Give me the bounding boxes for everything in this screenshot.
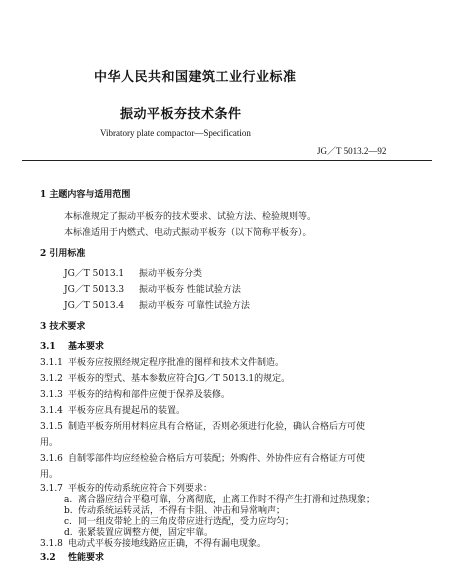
clause-3-1-1 — [40, 355, 284, 368]
reference-item — [64, 266, 202, 279]
clause-number: 3.1.8 — [40, 539, 63, 549]
clause-3-1-6-continued: 用。 — [40, 470, 59, 480]
standard-category: 中华人民共和国建筑工业行业标准 — [94, 70, 297, 85]
clause-number: 3.1.7 — [40, 484, 63, 494]
clause-text: 平板夯的传动系统应符合下列要求： — [68, 484, 213, 494]
list-text: 离合器应结合平稳可靠，分离彻底，止离工作时不得产生打滑和过热现象； — [78, 495, 376, 505]
standard-code: JG／T 5013.2—92 — [317, 146, 387, 156]
reference-item — [64, 298, 250, 311]
clause-3-1-5 — [40, 419, 365, 432]
reference-code: JG／T 5013.1 — [64, 269, 125, 279]
clause-text: 平板夯的型式、基本参数应符合JG／T 5013.1的规定。 — [68, 374, 291, 384]
clause-number: 3.1.2 — [40, 374, 63, 384]
clause-text: 自制零部件均应经检验合格后方可装配；外购件、外协件应有合格证方可使 — [68, 454, 366, 464]
clause-3-1-8 — [40, 536, 266, 549]
clause-number: 3.1.1 — [40, 358, 63, 368]
subsection-title: 基本要求 — [68, 342, 105, 352]
header-divider — [22, 160, 432, 161]
clause-number: 3.1.4 — [40, 406, 63, 416]
subsection-3-1-heading — [40, 339, 104, 352]
list-label: c. — [64, 517, 72, 527]
reference-title: 振动平板夯 性能试验方法 — [139, 285, 241, 295]
clause-3-1-4 — [40, 403, 185, 416]
english-title: Vibratory plate compactor—Specification — [100, 128, 251, 138]
subsection-title: 性能要求 — [68, 553, 105, 563]
list-label: b. — [64, 506, 73, 516]
clause-text: 制造平板夯所用材料应具有合格证，否则必须进行化验，确认合格后方可使 — [68, 422, 366, 432]
reference-code: JG／T 5013.3 — [64, 285, 125, 295]
clause-3-1-5-continued: 用。 — [40, 438, 59, 448]
clause-number: 3.1.6 — [40, 454, 63, 464]
section-1-heading: 1 主题内容与适用范围 — [40, 190, 131, 200]
clause-3-1-2 — [40, 371, 290, 384]
reference-title: 振动平板夯分类 — [139, 269, 203, 279]
clause-3-1-3 — [40, 387, 230, 400]
reference-code: JG／T 5013.4 — [64, 301, 125, 311]
section-1-paragraph-2: 本标准适用于内燃式、电动式振动平板夯（以下简称平板夯）。 — [64, 228, 312, 238]
subsection-number: 3.2 — [40, 553, 56, 563]
list-label: a. — [64, 495, 73, 505]
document-title: 振动平板夯技术条件 — [120, 107, 242, 122]
section-3-heading: 3 技术要求 — [40, 322, 86, 332]
subsection-3-2-heading — [40, 550, 104, 563]
reference-title: 振动平板夯 可靠性试验方法 — [139, 301, 250, 311]
clause-number: 3.1.3 — [40, 390, 63, 400]
clause-text: 平板夯应具有提起吊的装置。 — [68, 406, 186, 416]
clause-3-1-6 — [40, 451, 365, 464]
subsection-number: 3.1 — [40, 342, 56, 352]
clause-text: 电动式平板夯接地线路应正确，不得有漏电现象。 — [68, 539, 267, 549]
list-text: 张紧装置应调整方便，固定牢靠。 — [78, 528, 214, 538]
clause-text: 平板夯应按照经规定程序批准的图样和技术文件制造。 — [68, 358, 285, 368]
list-text: 同一组皮带轮上的三角皮带应进行选配，受力应均匀； — [78, 517, 295, 527]
list-text: 传动系统运转灵活，不得有卡阻、冲击和异常响声； — [78, 506, 286, 516]
clause-number: 3.1.5 — [40, 422, 63, 432]
reference-item — [64, 282, 241, 295]
clause-text: 平板夯的结构和部件应便于保养及装修。 — [68, 390, 231, 400]
section-1-paragraph-1: 本标准规定了振动平板夯的技术要求、试验方法、检验规则等。 — [64, 212, 317, 222]
list-label: d. — [64, 528, 73, 538]
section-2-heading: 2 引用标准 — [40, 249, 86, 259]
